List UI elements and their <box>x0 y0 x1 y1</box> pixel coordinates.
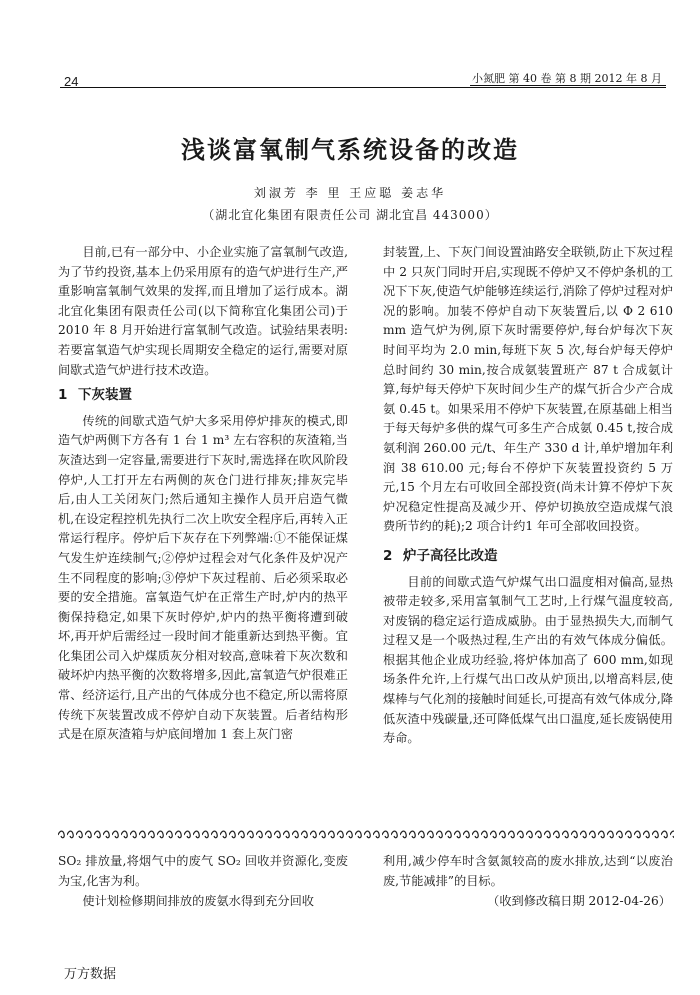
tail-left-line-1: SO₂ 排放量,将烟气中的废气 SO₂ 回收并资源化,变废为宝,化害为利。 <box>58 854 348 888</box>
tail-right-line-1: 利用,减少停车时含氨氮较高的废水排放,达到“以废治废,节能减排”的目标。 <box>383 854 673 888</box>
section-1-number: 1 <box>58 387 68 404</box>
database-watermark: 万方数据 <box>64 967 117 982</box>
previous-article-tail-left <box>58 851 348 911</box>
section-2-number: 2 <box>383 547 393 564</box>
received-date: （收到修改稿日期 2012-04-26） <box>487 894 671 908</box>
section-1-title: 下灰装置 <box>78 387 132 404</box>
section-2-heading <box>383 547 673 567</box>
section-2-paragraph: 目前的间歇式造气炉煤气出口温度相对偏高,显热被带走较多,采用富氧制气工艺时,上行煤气温度较高,对废锅的稳定运行造成威胁。由于显热损失大,而制气过程又是一个吸热过程,生产出的有效气体成分偏低。根据其他企业成功经验,将炉体加高了 600 mm,如现场条件允许,上行煤气出口改从炉顶出,以增高料层,使煤棒与气化剂的接触时间延长,可提高有效气体成分,降低灰渣中残碳量,还可降低煤气出口温度,延长废锅使用寿命。 <box>383 574 673 746</box>
article-affiliation: （湖北宜化集团有限责任公司 湖北宜昌 443000） <box>202 208 498 222</box>
tail-left-line-2: 使计划检修期间排放的废氨水得到充分回收 <box>82 894 314 908</box>
continued-paragraph: 封装置,上、下灰门间设置油路安全联锁,防止下灰过程中 2 只灰门同时开启,实现既不停炉又不停炉条机的工况下下灰,使造气炉能够连续运行,消除了停炉过程对炉况的影响。加装不停炉自动下灰装置后,以 Φ 2 610 mm 造气炉为例,原下灰时需要停炉,每台炉每次下灰时间平均为 2.0 min,每班下灰 5 次,每台炉每天停炉总时间约 30 min,按合成氨装置班产 87 t 合成氨计算,每炉每天停炉下灰时间少生产的煤气折合少产合成氨 0.45 t。如果采用不停炉下灰装置,在原基础上相当于每天每炉多供的煤气可多生产合成氨 0.45 t,按合成氨利润 260.00 元/t、年生产 330 d 计,单炉增加年利润 38 610.00 元;每台不停炉下灰装置投资约 5 万元,15 个月左右可收回全部投资(尚未计算不停炉下灰炉况稳定性提高及减少开、停炉切换放空造成煤气浪费所节约的耗);2 项合计约1 年可全部收回投资。 <box>383 245 673 534</box>
header-rule-short <box>470 85 666 86</box>
section-1-heading <box>58 386 348 406</box>
article-divider <box>58 829 674 841</box>
previous-article-tail-right <box>383 851 673 911</box>
header-rule <box>60 87 666 88</box>
right-column <box>383 243 673 749</box>
page-number: 24 <box>64 74 79 89</box>
article-authors: 刘淑芳 李 里 王应聪 姜志华 <box>253 186 447 200</box>
intro-paragraph: 目前,已有一部分中、小企业实施了富氧制气改造,为了节约投资,基本上仍采用原有的造气炉进行生产,严重影响富氧制气效果的发挥,而且增加了运行成本。湖北宜化集团有限责任公司(以下简称宜化集团公司)于 2010 年 8 月开始进行富氧制气改造。试验结果表明:若要富氧造气炉实现长周期安全稳定的运行,需要对原间歇式造气炉进行技术改造。 <box>58 245 348 377</box>
journal-header: 小氮肥 第 40 卷 第 8 期 2012 年 8 月 <box>472 72 662 85</box>
section-1-paragraph: 传统的间歇式造气炉大多采用停炉排灰的模式,即造气炉两侧下方各有 1 台 1 m³ 左右容积的灰渣箱,当灰渣达到一定容量,需要进行下灰时,需选择在吹风阶段停炉,人工打开左右两侧的灰仓门进行排灰;排灰完毕后,由人工关闭灰门;然后通知主操作人员开启造气微机,在设定程控机先执行二次上吹安全程序后,再转入正常运行程序。停炉后下灰存在下列弊端:①不能保证煤气发生炉连续制气;②停炉过程会对气化条件及炉况产生不同程度的影响;③停炉下灰过程前、后必须采取必要的安全措施。富氧造气炉在正常生产时,炉内的热平衡保持稳定,如果下灰时停炉,炉内的热平衡将遭到破坏,再开炉后需经过一段时间才能重新达到热平衡。宜化集团公司入炉煤质灰分相对较高,意味着下灰次数和破坏炉内热平衡的次数将增多,因此,富氧造气炉很难正常、经济运行,且产出的气体成分也不稳定,所以需将原传统下灰装置改成不停炉自动下灰装置。后者结构形式是在原灰渣箱与炉底间增加 1 套上灰门密 <box>58 413 348 742</box>
left-column <box>58 243 348 745</box>
article-title: 浅谈富氧制气系统设备的改造 <box>181 136 519 164</box>
section-2-title: 炉子高径比改造 <box>403 547 498 564</box>
